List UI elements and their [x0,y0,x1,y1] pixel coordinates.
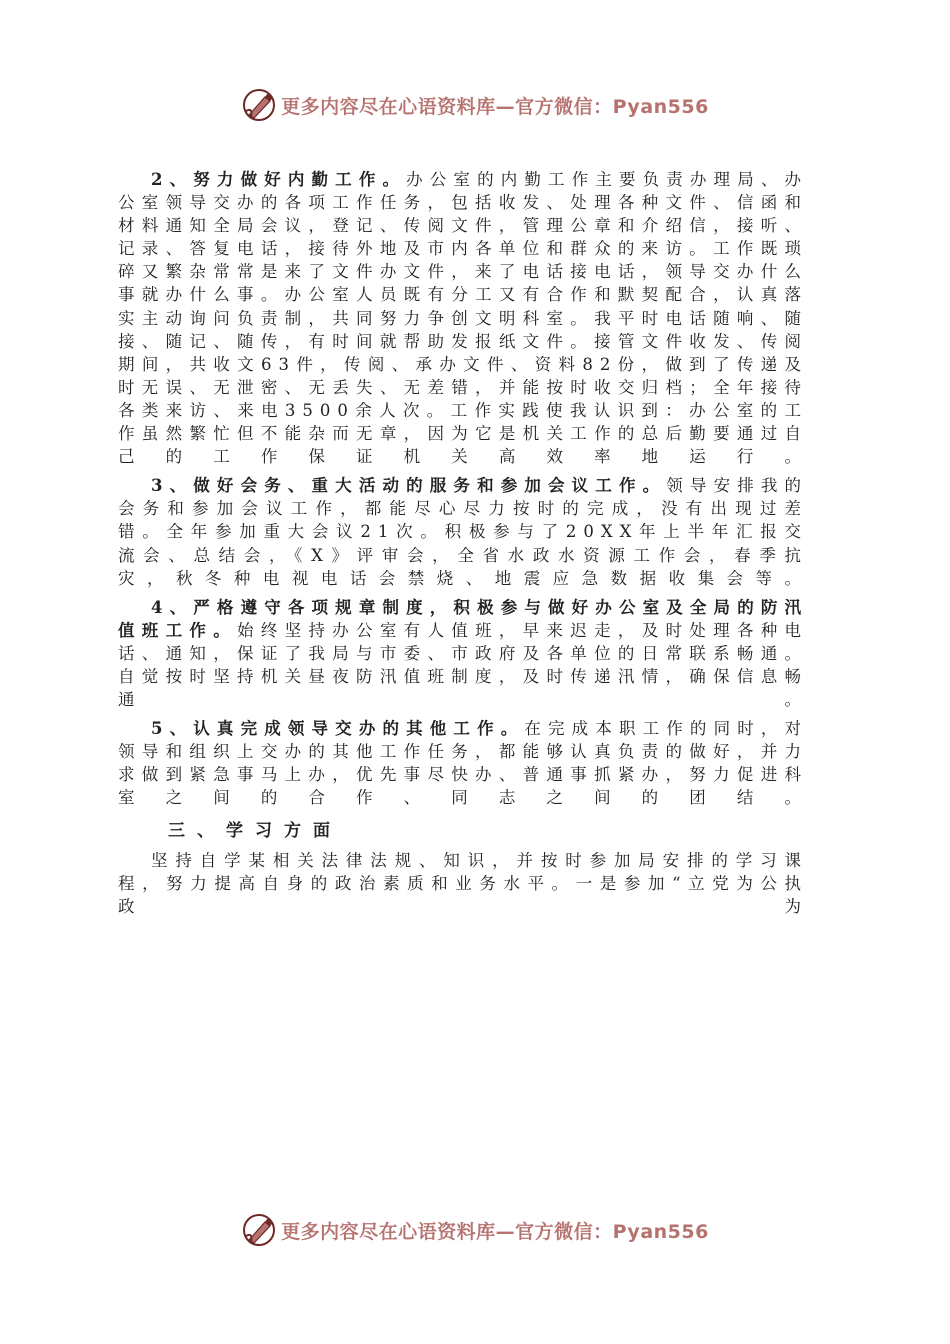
paragraph-5 [118,717,808,809]
paragraph-body: 始终坚持办公室有人值班，早来迟走，及时处理各种电话、通知，保证了我局与市委、市政府及各单位的日常联系畅通。自觉按时坚持机关昼夜防汛值班制度，及时传递汛情，确保信息畅通。 [118,620,809,710]
banner-text: 更多内容尽在心语资料库—官方微信：Pyan556 [281,95,709,118]
paragraph-lead: 2、努力做好内勤工作。 [151,170,407,189]
paragraph-3 [118,474,808,589]
footer-banner [0,1210,950,1250]
paragraph-lead: 4、严格遵守各项规章制度，积极参与做好办公室及全局的防汛值班工作。 [118,597,808,640]
paragraph-body: 在完成本职工作的同时，对领导和组织上交办的其他工作任务，都能够认真负责的做好，并力求做到紧急事马上办，优先事尽快办、普通事抓紧办，努力促进科室之间的合作、同志之间的团结。 [118,719,809,808]
pen-nib-logo-icon [241,1212,277,1248]
pen-nib-logo-icon [241,87,277,123]
paragraph-2 [118,168,808,468]
paragraph-lead: 5、认真完成领导交办的其他工作。 [151,719,525,739]
document-body [118,168,808,924]
section-paragraph: 坚持自学某相关法律法规、知识，并按时参加局安排的学习课程，努力提高自身的政治素质和业务水平。一是参加“立党为公执政为 [118,850,808,916]
paragraph-body: 领导安排我的会务和参加会议工作，都能尽心尽力按时的完成，没有出现过差错。全年参加重大会议21次。积极参与了20XX年上半年汇报交流会、总结会，《X》评审会，全省水政水资源工作会，春季抗灾，秋冬种电视电话会禁烧、地震应急数据收集会等。 [118,476,809,588]
header-banner [0,85,950,125]
banner-text: 更多内容尽在心语资料库—官方微信：Pyan556 [281,1220,709,1243]
paragraph-4 [118,596,808,711]
paragraph-body: 办公室的内勤工作主要负责办理局、办公室领导交办的各项工作任务，包括收发、处理各种文件、信函和材料通知全局会议，登记、传阅文件，管理公章和介绍信，接听、记录、答复电话，接待外地及市内各单位和群众的来访。工作既琐碎又繁杂常常是来了文件办文件，来了电话接电话，领导交办什么事就办什么事。办公室人员既有分工又有合作和默契配合，认真落实主动询问负责制，共同努力争创文明科室。我平时电话随响、随接、随记、随传，有时间就帮助发报纸文件。接管文件收发、传阅期间，共收文63件，传阅、承办文件、资料82份，做到了传递及时无误、无泄密、无丢失、无差错，并能按时收交归档；全年接待各类来访、来电3500余人次。工作实践使我认识到：办公室的工作虽然繁忙但不能杂而无章，因为它是机关工作的总后勤要通过自己的工作保证机关高效率地运行。 [118,170,809,467]
section-heading: 三、学习方面 [168,820,342,841]
paragraph-lead: 3、做好会务、重大活动的服务和参加会议工作。 [151,476,667,496]
